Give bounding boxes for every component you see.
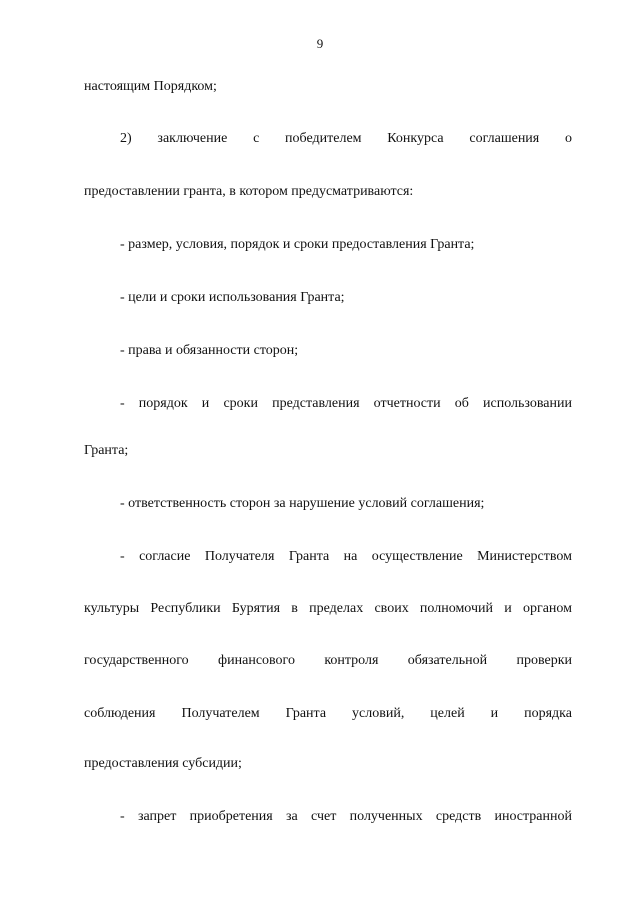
text-line: - порядок и сроки представления отчетности об использовании: [120, 396, 572, 411]
text-line: 2) заключение с победителем Конкурса соглашения о: [120, 131, 572, 146]
text-line: - согласие Получателя Гранта на осуществление Министерством: [120, 549, 572, 564]
text-line: настоящим Порядком;: [84, 79, 217, 94]
text-line: - запрет приобретения за счет полученных средств иностранной: [120, 809, 572, 824]
text-line: предоставлении гранта, в котором предусматриваются:: [84, 184, 414, 199]
text-line: - ответственность сторон за нарушение условий соглашения;: [120, 496, 485, 511]
text-line: соблюдения Получателем Гранта условий, целей и порядка: [84, 706, 572, 721]
text-line: Гранта;: [84, 443, 129, 458]
text-line: - размер, условия, порядок и сроки предоставления Гранта;: [120, 237, 475, 252]
text-line: культуры Республики Бурятия в пределах своих полномочий и органом: [84, 601, 572, 616]
text-line: - цели и сроки использования Гранта;: [120, 290, 345, 305]
text-line: - права и обязанности сторон;: [120, 343, 299, 358]
text-line: предоставления субсидии;: [84, 756, 242, 771]
page-number: 9: [316, 36, 324, 51]
text-line: государственного финансового контроля обязательной проверки: [84, 653, 572, 668]
